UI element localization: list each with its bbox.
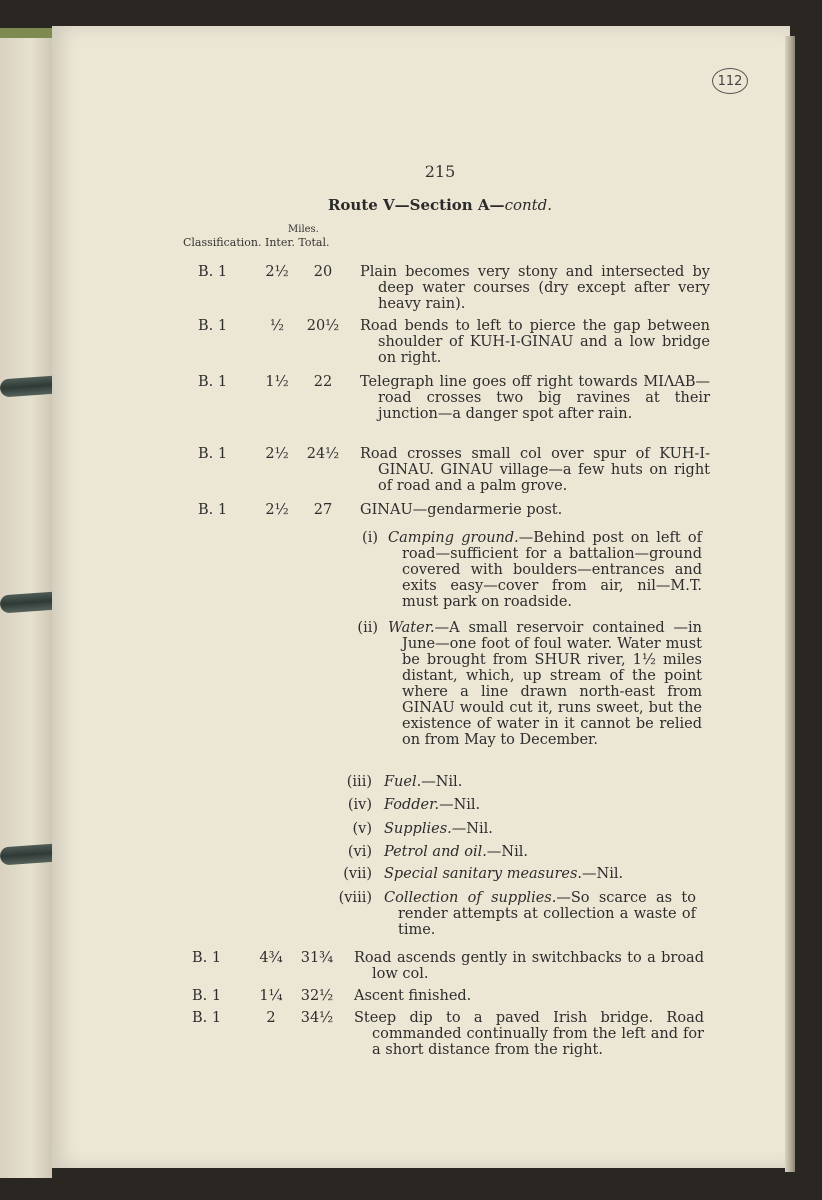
subitem-label: Supplies.	[384, 821, 452, 837]
entry-total-miles: 24½	[306, 446, 340, 462]
entry-inter-miles: ½	[269, 318, 285, 334]
entry-classification: B. 1	[198, 502, 228, 518]
subitem-body: —So scarce as to render attempts at collection a waste of time.	[398, 890, 696, 938]
entry-classification: B. 1	[192, 950, 222, 966]
subitem-label: Collection of supplies.	[384, 890, 557, 906]
entry-inter-miles: 4¾	[259, 950, 283, 966]
subitem-label: Special sanitary measures.	[384, 866, 583, 882]
entry-classification: B. 1	[192, 1010, 222, 1026]
entry-total-miles: 34½	[300, 1010, 334, 1026]
subitem-body: —Nil.	[486, 844, 528, 860]
route-title-main: Route V—Section A—	[327, 196, 505, 214]
subitem-label: Fodder.	[384, 797, 440, 813]
entry-classification: B. 1	[198, 374, 228, 390]
folio-number: 112	[712, 68, 748, 94]
page-edge	[785, 36, 795, 1172]
subitem-number: (iv)	[347, 797, 372, 813]
subitem-text	[384, 821, 698, 837]
subitem-text	[388, 620, 702, 748]
route-title-contd: contd.	[504, 196, 553, 214]
subitem-number: (i)	[362, 530, 378, 546]
entry-total-miles: 20	[313, 264, 333, 280]
entry-inter-miles: 1¼	[259, 988, 283, 1004]
subitem-number: (vii)	[343, 866, 372, 882]
subitem-number: (iii)	[346, 774, 372, 790]
subitem-body: —Nil.	[451, 821, 493, 837]
entry-classification: B. 1	[192, 988, 222, 1004]
subitem-label: Fuel.	[384, 774, 422, 790]
subitem-label: Petrol and oil.	[384, 844, 487, 860]
subitem-number: (v)	[352, 821, 372, 837]
subitem-body: —Behind post on left of road—sufficient for a battalion—ground covered with boulders—entrances and exits easy—cover from air, nil—M.T. must park on roadside.	[402, 530, 702, 610]
entry-description: Road bends to left to pierce the gap between shoulder of KUH-I-GINAU and a low bridge on right.	[360, 318, 710, 366]
entry-classification: B. 1	[198, 446, 228, 462]
entry-description: Plain becomes very stony and intersected by deep water courses (dry except after very heavy rain).	[360, 264, 710, 312]
entry-inter-miles: 2	[266, 1010, 276, 1026]
entry-description: Road crosses small col over spur of KUH-I-GINAU. GINAU village—a few huts on right of road and a palm grove.	[360, 446, 710, 494]
entry-inter-miles: 2½	[265, 446, 289, 462]
subitem-text	[384, 866, 698, 882]
subitem-body: —Nil.	[439, 797, 481, 813]
entry-description: Ascent finished.	[354, 988, 472, 1004]
subitem-number: (ii)	[357, 620, 378, 636]
page-number: 215	[424, 162, 456, 181]
entry-description: Telegraph line goes off right towards MIΛAB—road crosses two big ravines at their junction—a danger spot after rain.	[360, 374, 710, 422]
entry-inter-miles: 2½	[265, 264, 289, 280]
header-columns: Classification. Inter. Total.	[183, 236, 330, 249]
subitem-body: —Nil.	[421, 774, 463, 790]
subitem-label: Water.	[388, 620, 435, 636]
entry-total-miles: 20½	[306, 318, 340, 334]
entry-total-miles: 27	[313, 502, 333, 518]
entry-total-miles: 31¾	[300, 950, 334, 966]
subitem-text	[384, 844, 698, 860]
route-title	[220, 196, 660, 214]
entry-inter-miles: 1½	[265, 374, 289, 390]
subitem-text	[384, 797, 698, 813]
subitem-text	[384, 890, 696, 938]
entry-classification: B. 1	[198, 264, 228, 280]
entry-classification: B. 1	[198, 318, 228, 334]
subitem-text	[388, 530, 702, 610]
entry-description: Steep dip to a paved Irish bridge. Road commanded continually from the left and for a short distance from the right.	[354, 1010, 704, 1058]
subitem-body: —A small reservoir contained —in June—one foot of foul water. Water must be brought from SHUR river, 1½ miles distant, which, up stream of the point where a line drawn north-east from GINAU would cut it, runs sweet, but the existence of water in it cannot be relied on from May to December.	[402, 620, 702, 748]
subitem-text	[384, 774, 698, 790]
subitem-body: —Nil.	[582, 866, 624, 882]
entry-total-miles: 32½	[300, 988, 334, 1004]
subitem-number: (vi)	[347, 844, 372, 860]
entry-total-miles: 22	[313, 374, 333, 390]
subitem-number: (viii)	[338, 890, 372, 906]
header-miles: Miles.	[288, 224, 319, 235]
entry-inter-miles: 2½	[265, 502, 289, 518]
entry-description: GINAU—gendarmerie post.	[360, 502, 563, 518]
facing-page-edge	[0, 28, 60, 38]
entry-description: Road ascends gently in switchbacks to a broad low col.	[354, 950, 704, 982]
subitem-label: Camping ground.	[388, 530, 519, 546]
